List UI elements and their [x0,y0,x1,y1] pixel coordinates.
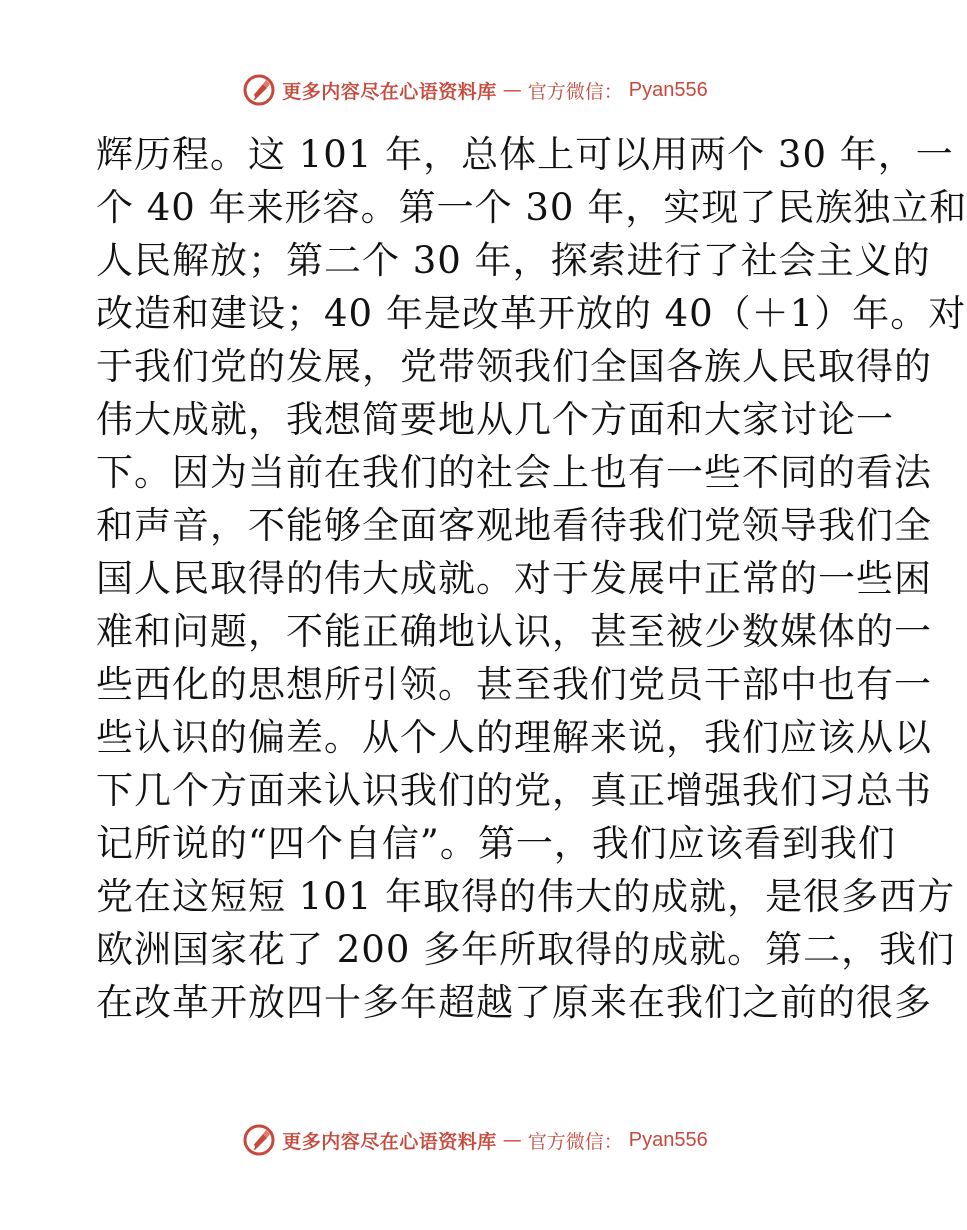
body-line: 些西化的思想所引领。甚至我们党员干部中也有一 [96,663,932,706]
pen-logo-icon [242,73,276,107]
watermark-official-label: 官方微信： [527,1130,623,1153]
body-line: 改造和建设；40 年是改革开放的 40（＋1）年。对 [96,292,967,335]
document-body [96,128,967,1029]
watermark-separator: — [502,1129,522,1151]
body-line: 国人民取得的伟大成就。对于发展中正常的一些困 [96,557,932,600]
watermark-main-text: 更多内容尽在心语资料库 [282,1130,497,1153]
watermark-main-text: 更多内容尽在心语资料库 [282,80,497,103]
header-watermark [0,70,950,110]
footer-watermark [0,1120,950,1160]
body-line: 记所说的“四个自信”。第一，我们应该看到我们 [96,822,896,865]
body-line: 和声音，不能够全面客观地看待我们党领导我们全 [96,504,932,547]
body-line: 于我们党的发展，党带领我们全国各族人民取得的 [96,345,932,388]
body-line: 难和问题，不能正确地认识，甚至被少数媒体的一 [96,610,932,653]
body-line: 人民解放；第二个 30 年，探索进行了社会主义的 [96,239,931,282]
body-line: 党在这短短 101 年取得的伟大的成就，是很多西方 [96,875,956,918]
body-line: 在改革开放四十多年超越了原来在我们之前的很多 [96,981,932,1024]
body-line: 些认识的偏差。从个人的理解来说，我们应该从以 [96,716,932,759]
body-line: 下几个方面来认识我们的党，真正增强我们习总书 [96,769,932,812]
body-line: 伟大成就，我想简要地从几个方面和大家讨论一 [96,398,894,441]
pen-logo-icon [242,1123,276,1157]
watermark-wechat-id: Pyan556 [628,78,708,101]
body-line: 欧洲国家花了 200 多年所取得的成就。第二，我们 [96,928,956,971]
body-line: 辉历程。这 101 年，总体上可以用两个 30 年，一 [96,133,954,176]
watermark-official-label: 官方微信： [527,80,623,103]
body-line: 下。因为当前在我们的社会上也有一些不同的看法 [96,451,932,494]
watermark-separator: — [502,79,522,101]
body-line: 个 40 年来形容。第一个 30 年，实现了民族独立和 [96,186,967,229]
watermark-wechat-id: Pyan556 [628,1128,708,1151]
